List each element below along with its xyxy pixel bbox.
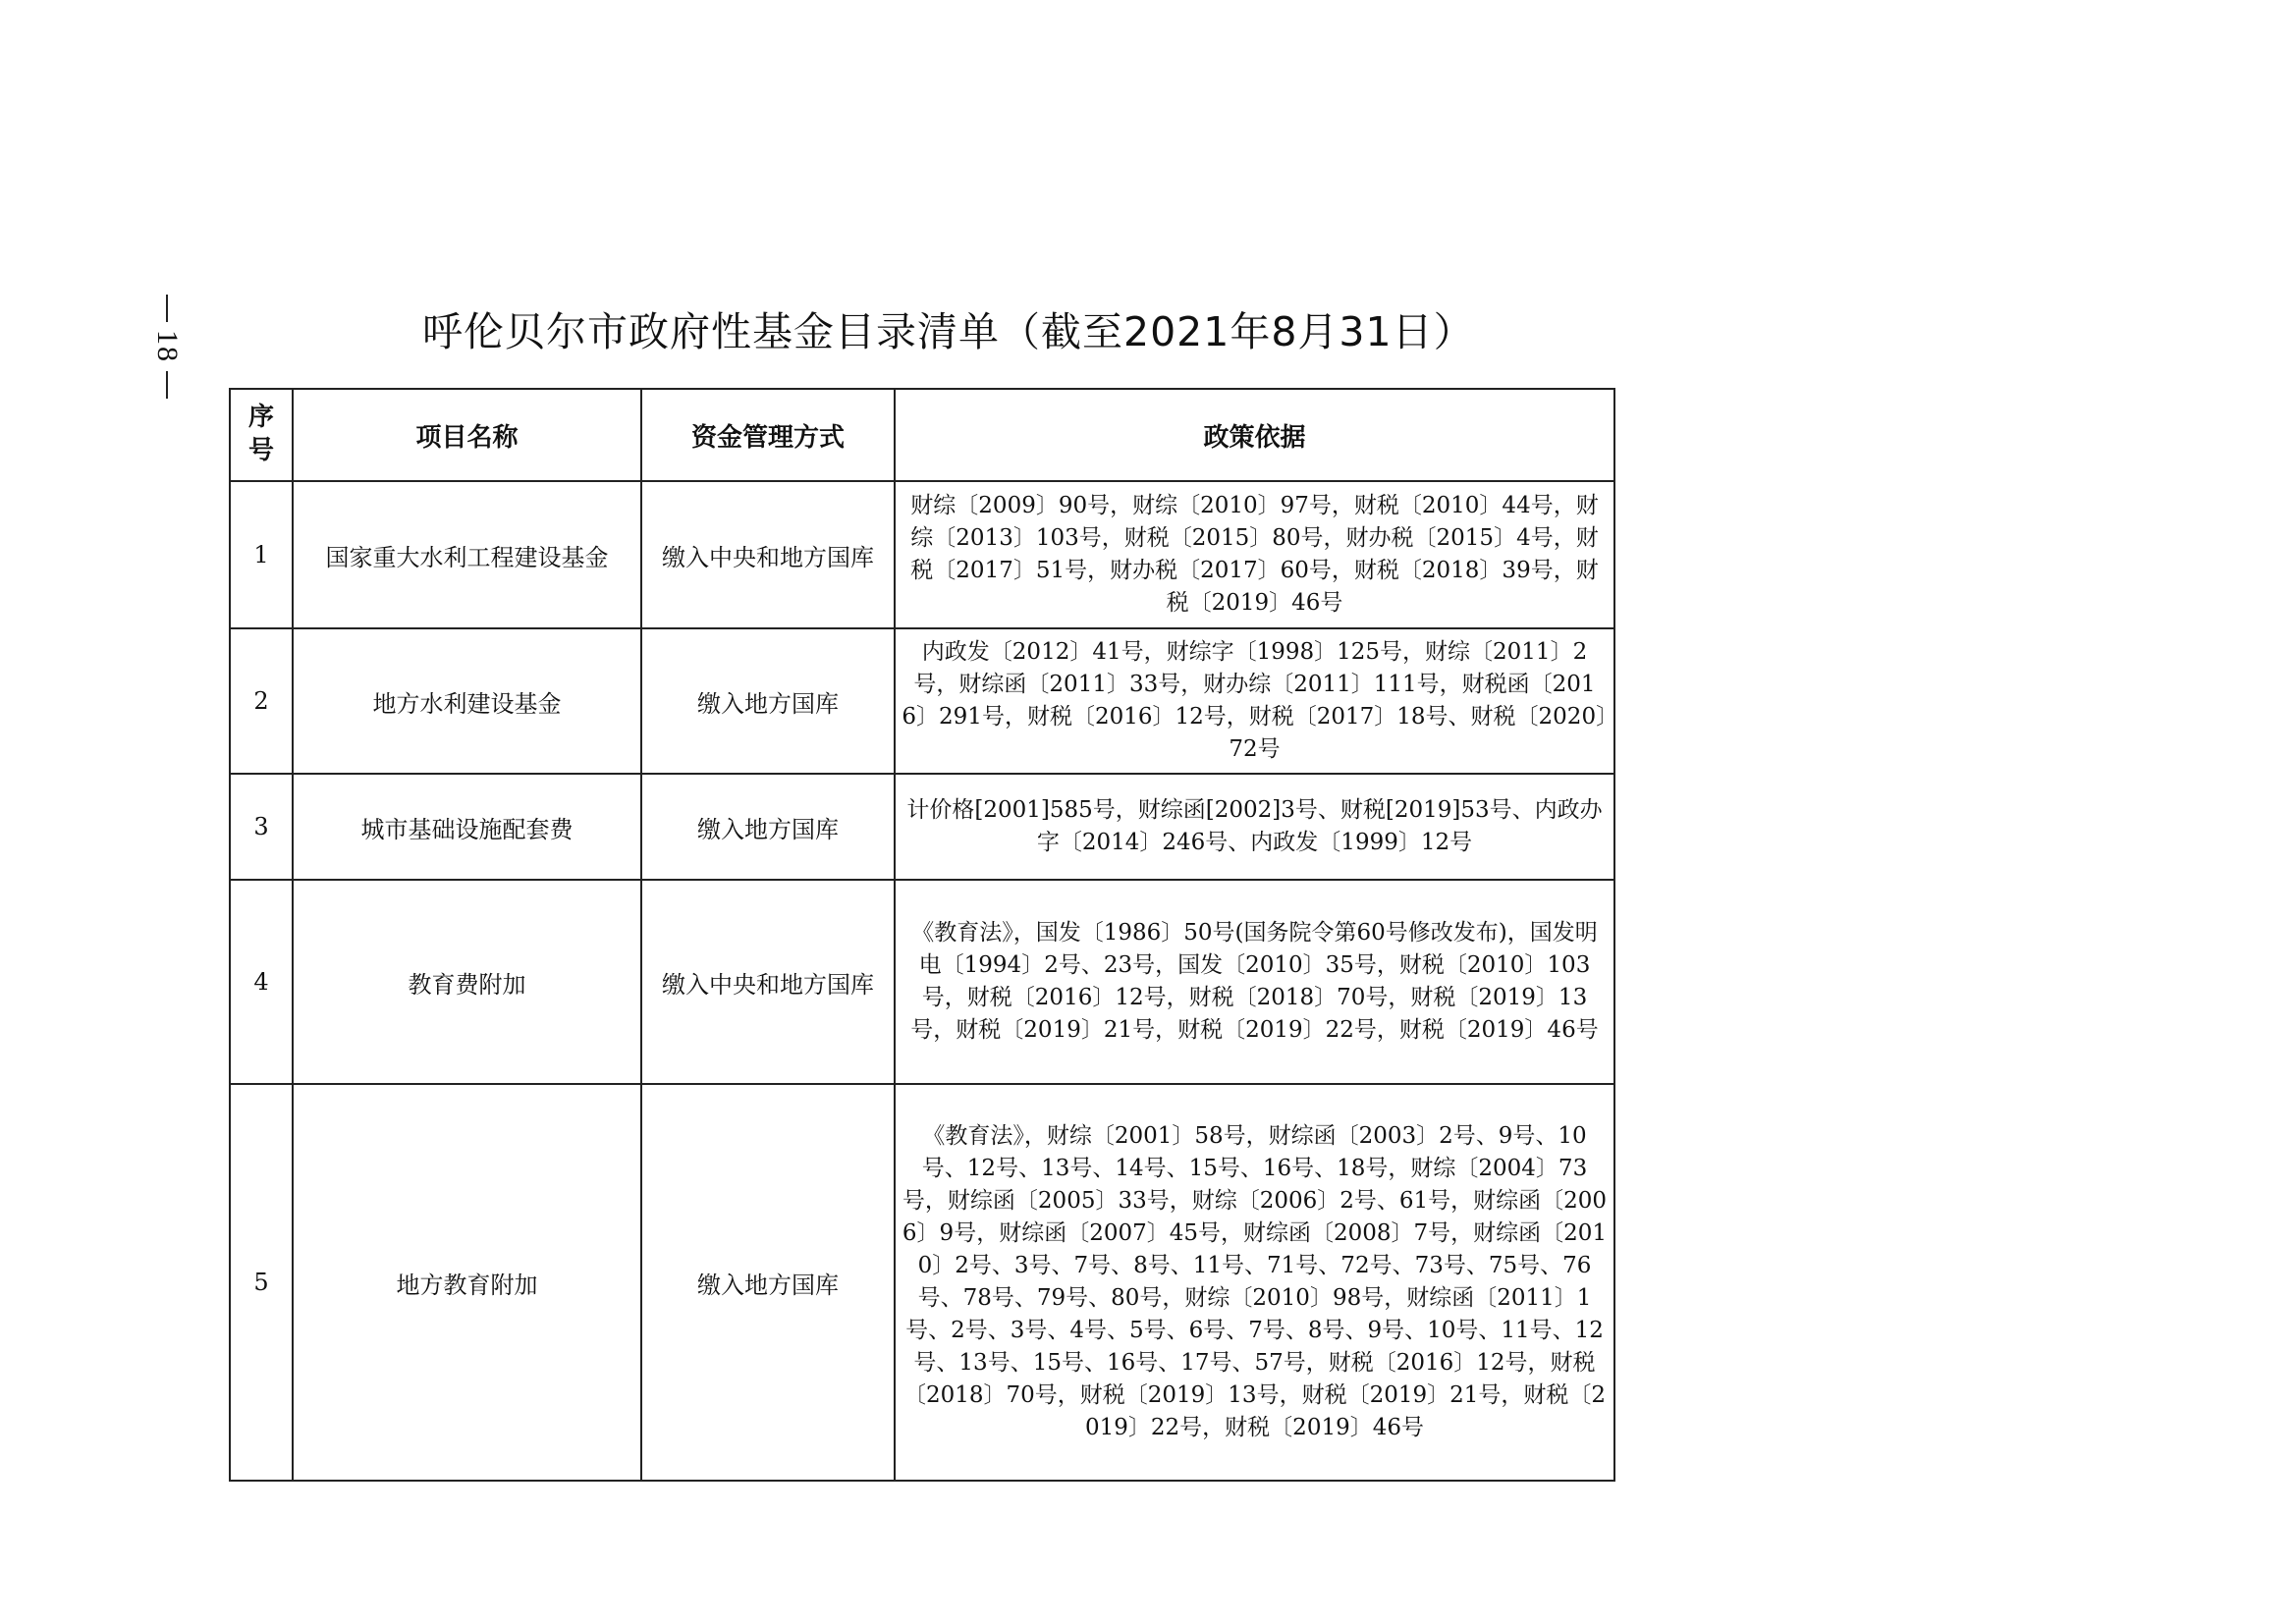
table-row <box>230 774 1614 880</box>
table-row <box>230 880 1614 1084</box>
header-policy-basis: 政策依据 <box>895 389 1614 481</box>
row-policy-basis: 财综〔2009〕90号，财综〔2010〕97号，财税〔2010〕44号，财综〔2013〕103号，财税〔2015〕80号，财办税〔2015〕4号，财税〔2017〕51号，财办税〔2017〕60号，财税〔2018〕39号，财税〔2019〕46号 <box>895 481 1614 628</box>
row-seq: 5 <box>230 1084 293 1481</box>
row-project-name: 地方水利建设基金 <box>293 628 641 774</box>
table-row <box>230 628 1614 774</box>
row-project-name: 城市基础设施配套费 <box>293 774 641 880</box>
page-number-dash-top <box>166 295 168 322</box>
page-number-text: 18 <box>151 330 184 363</box>
row-policy-basis: 计价格[2001]585号，财综函[2002]3号、财税[2019]53号、内政办字〔2014〕246号、内政发〔1999〕12号 <box>895 774 1614 880</box>
header-fund-management: 资金管理方式 <box>641 389 895 481</box>
row-policy-basis: 内政发〔2012〕41号，财综字〔1998〕125号，财综〔2011〕2号，财综函〔2011〕33号，财办综〔2011〕111号，财税函〔2016〕291号，财税〔2016〕12号，财税〔2017〕18号、财税〔2020〕72号 <box>895 628 1614 774</box>
row-fund-management: 缴入中央和地方国库 <box>641 880 895 1084</box>
table-row <box>230 1084 1614 1481</box>
row-fund-management: 缴入地方国库 <box>641 774 895 880</box>
table-header-row <box>230 389 1614 481</box>
header-seq-line2: 号 <box>247 436 274 465</box>
fund-catalog-table <box>229 388 1615 1482</box>
row-project-name: 地方教育附加 <box>293 1084 641 1481</box>
row-fund-management: 缴入中央和地方国库 <box>641 481 895 628</box>
header-project-name: 项目名称 <box>293 389 641 481</box>
row-seq: 3 <box>230 774 293 880</box>
row-policy-basis: 《教育法》，财综〔2001〕58号，财综函〔2003〕2号、9号、10号、12号、13号、14号、15号、16号、18号，财综〔2004〕73号，财综函〔2005〕33号，财综〔2006〕2号、61号，财综函〔2006〕9号，财综函〔2007〕45号，财综函〔2008〕7号，财综函〔2010〕2号、3号、7号、8号、11号、71号、72号、73号、75号、76号、78号、79号、80号，财综〔2010〕98号，财综函〔2011〕1号、2号、3号、4号、5号、6号、7号、8号、9号、10号、11号、12号、13号、15号、16号、17号、57号，财税〔2016〕12号，财税〔2018〕70号，财税〔2019〕13号，财税〔2019〕21号，财税〔2019〕22号，财税〔2019〕46号 <box>895 1084 1614 1481</box>
document-title: 呼伦贝尔市政府性基金目录清单（截至2021年8月31日） <box>422 308 1475 355</box>
page-number-dash-bottom <box>166 371 168 399</box>
header-seq-line1: 序 <box>247 403 274 433</box>
row-seq: 2 <box>230 628 293 774</box>
row-project-name: 国家重大水利工程建设基金 <box>293 481 641 628</box>
row-fund-management: 缴入地方国库 <box>641 628 895 774</box>
page-number <box>147 295 187 432</box>
table-row <box>230 481 1614 628</box>
row-fund-management: 缴入地方国库 <box>641 1084 895 1481</box>
header-seq <box>230 389 293 481</box>
row-seq: 1 <box>230 481 293 628</box>
row-policy-basis: 《教育法》，国发〔1986〕50号(国务院令第60号修改发布)，国发明电〔1994〕2号、23号，国发〔2010〕35号，财税〔2010〕103号，财税〔2016〕12号，财税〔2018〕70号，财税〔2019〕13号，财税〔2019〕21号，财税〔2019〕22号，财税〔2019〕46号 <box>895 880 1614 1084</box>
row-project-name: 教育费附加 <box>293 880 641 1084</box>
row-seq: 4 <box>230 880 293 1084</box>
